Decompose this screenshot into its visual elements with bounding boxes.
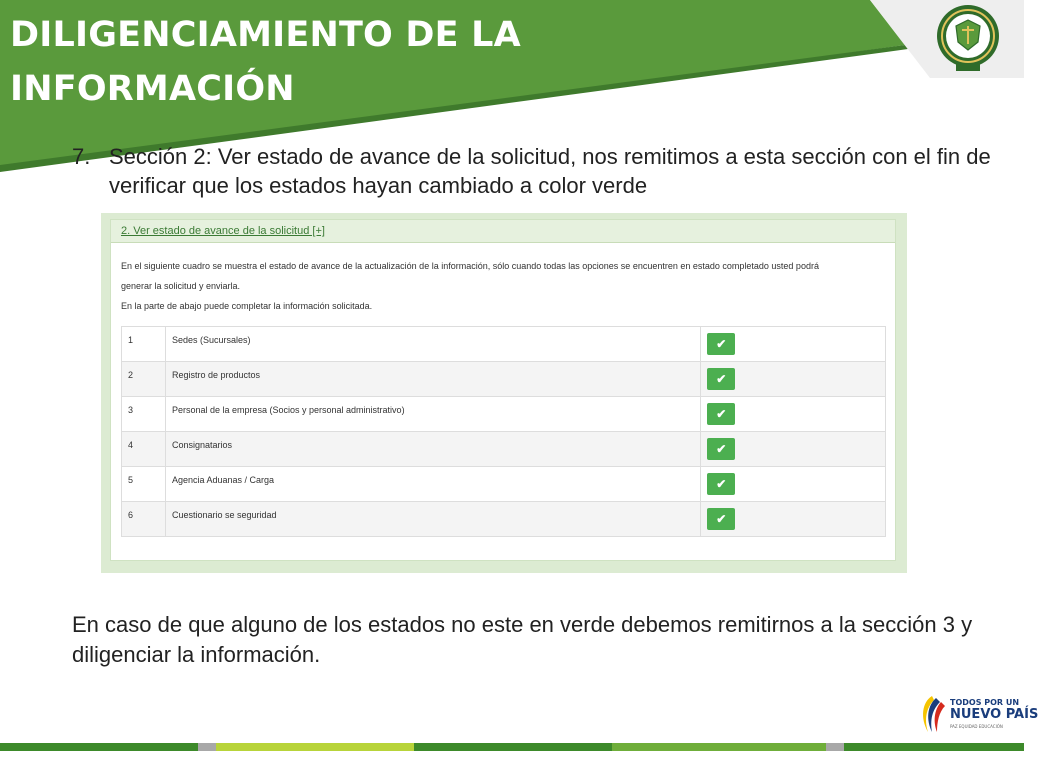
table-row (122, 362, 886, 397)
row-number: 2 (122, 362, 166, 397)
table-row (122, 502, 886, 537)
row-number: 4 (122, 432, 166, 467)
row-status (701, 432, 886, 467)
government-logo (918, 692, 1038, 740)
slide-title (10, 8, 610, 116)
row-status (701, 467, 886, 502)
description-line-2: generar la solicitud y enviarla. (121, 281, 241, 291)
table-row (122, 327, 886, 362)
police-crest-icon (930, 2, 1010, 74)
row-status (701, 397, 886, 432)
description-line-1: En el siguiente cuadro se muestra el estado de avance de la actualización de la información, sólo cuando todas las opciones se encuentren en estado completado usted podrá (121, 261, 819, 271)
footer-stripes (0, 743, 1024, 751)
footer-stripe-segment (844, 743, 1024, 751)
row-name: Agencia Aduanas / Carga (165, 467, 700, 502)
row-status (701, 502, 886, 537)
footer-stripe-segment (612, 743, 826, 751)
colombia-flag-logo-icon (918, 692, 948, 740)
row-number: 3 (122, 397, 166, 432)
title-line-2: INFORMACIÓN (10, 69, 295, 109)
footer-stripe-segment (826, 743, 844, 751)
check-icon: ✔ (707, 473, 735, 495)
row-number: 1 (122, 327, 166, 362)
logo-line-3: PAZ EQUIDAD EDUCACIÓN (950, 724, 1003, 729)
panel-description (121, 256, 891, 316)
footer-stripe-segment (216, 743, 414, 751)
row-number: 5 (122, 467, 166, 502)
check-icon: ✔ (707, 438, 735, 460)
table-row (122, 467, 886, 502)
row-name: Registro de productos (165, 362, 700, 397)
logo-line-2: NUEVO PAÍS (950, 707, 1038, 722)
footnote-text: En caso de que alguno de los estados no este en verde debemos remitirnos a la sección 3 y diligenciar la información. (72, 612, 973, 667)
footer-stripe-segment (414, 743, 612, 751)
status-table (121, 326, 886, 537)
row-status (701, 327, 886, 362)
panel-heading (111, 220, 895, 243)
row-name: Consignatarios (165, 432, 700, 467)
embedded-screenshot (101, 213, 907, 573)
check-icon: ✔ (707, 368, 735, 390)
row-number: 6 (122, 502, 166, 537)
check-icon: ✔ (707, 403, 735, 425)
table-row (122, 397, 886, 432)
row-name: Cuestionario se seguridad (165, 502, 700, 537)
row-name: Sedes (Sucursales) (165, 327, 700, 362)
table-row (122, 432, 886, 467)
status-panel (110, 219, 896, 561)
description-line-3: En la parte de abajo puede completar la información solicitada. (121, 301, 373, 311)
footer-stripe-segment (198, 743, 216, 751)
footer-stripe-segment (0, 743, 198, 751)
section-2-link[interactable]: 2. Ver estado de avance de la solicitud [+] (121, 225, 325, 237)
point-text: Sección 2: Ver estado de avance de la solicitud, nos remitimos a esta sección con el fin de verificar que los estados hayan cambiado a color verde (109, 144, 991, 198)
logo-line-1: TODOS POR UN (950, 698, 1020, 707)
check-icon: ✔ (707, 508, 735, 530)
title-line-1: DILIGENCIAMIENTO DE LA (10, 15, 521, 55)
point-number: 7. (72, 144, 91, 169)
row-status (701, 362, 886, 397)
check-icon: ✔ (707, 333, 735, 355)
row-name: Personal de la empresa (Socios y personal administrativo) (165, 397, 700, 432)
